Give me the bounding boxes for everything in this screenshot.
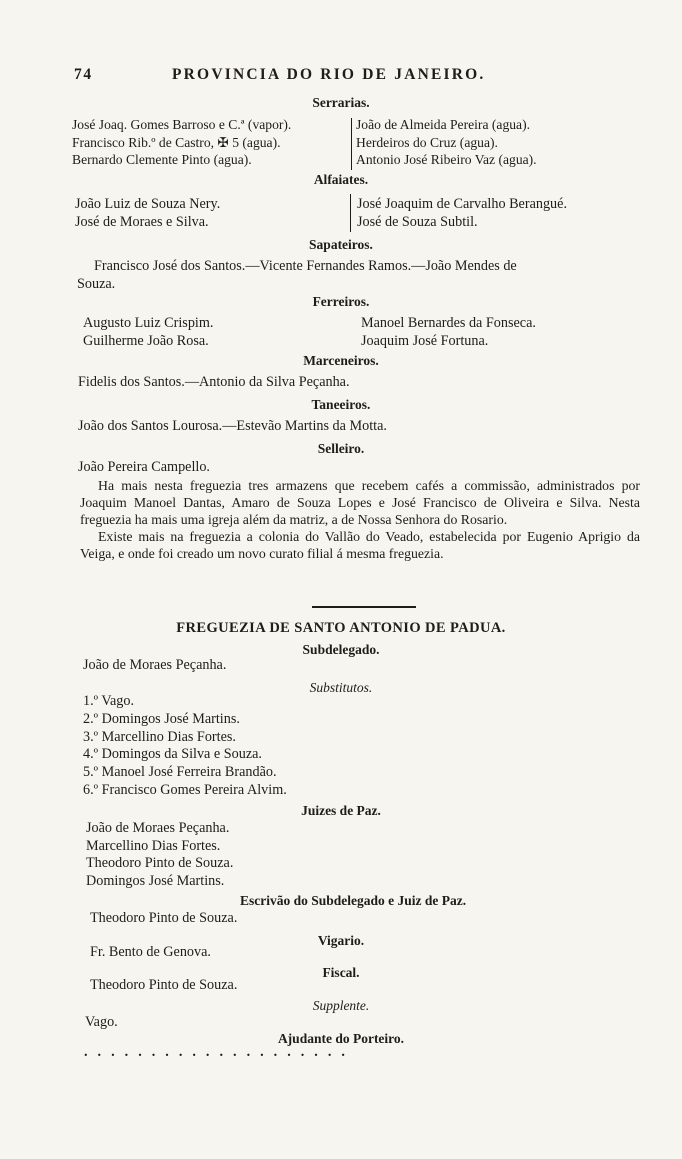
ferreiros-left-column	[83, 315, 213, 350]
juiz-item: Domingos José Martins.	[86, 872, 225, 889]
alfaiate-entry: José de Moraes e Silva.	[75, 213, 209, 230]
serrarias-right-column	[356, 116, 537, 169]
heading-substitutos: Substitutos.	[309, 680, 373, 695]
serraria-entry: Antonio José Ribeiro Vaz (agua).	[356, 152, 537, 167]
marceneiros-line: Fidelis dos Santos.—Antonio da Silva Peçanha.	[78, 374, 350, 390]
juiz-item: João de Moraes Peçanha.	[86, 820, 230, 836]
heading-ferreiros: Ferreiros.	[312, 294, 370, 309]
heading-serrarias: Serrarias.	[312, 95, 370, 110]
column-divider	[351, 118, 352, 170]
substitutos-list	[83, 693, 287, 800]
substituto-item: 2.º Domingos José Martins.	[83, 710, 240, 727]
supplente-name: Vago.	[85, 1014, 118, 1030]
juiz-item: Marcellino Dias Fortes.	[86, 837, 221, 854]
heading-marceneiros: Marceneiros.	[303, 353, 379, 368]
alfaiates-right-column	[357, 196, 567, 231]
substituto-item: 3.º Marcellino Dias Fortes.	[83, 728, 236, 745]
heading-taneeiros: Taneeiros.	[311, 397, 371, 412]
heading-vigario: Vigario.	[317, 933, 365, 948]
subdelegado-name: João de Moraes Peçanha.	[83, 657, 227, 673]
serraria-entry: José Joaq. Gomes Barroso e C.ª (vapor).	[72, 117, 292, 132]
serraria-entry: Herdeiros do Cruz (agua).	[356, 134, 498, 150]
heading-ajudante-do-porteiro: Ajudante do Porteiro.	[277, 1031, 405, 1046]
serraria-entry: Bernardo Clemente Pinto (agua).	[72, 152, 252, 167]
substituto-item: 6.º Francisco Gomes Pereira Alvim.	[83, 781, 287, 798]
ferreiro-entry: Manoel Bernardes da Fonseca.	[361, 315, 536, 331]
sapateiros-line: Francisco José dos Santos.—Vicente Fernandes Ramos.—João Mendes de	[94, 258, 517, 274]
serrarias-left-column	[72, 116, 291, 169]
vigario-name: Fr. Bento de Genova.	[90, 944, 211, 960]
serraria-entry: João de Almeida Pereira (agua).	[356, 117, 531, 132]
alfaiate-entry: José de Souza Subtil.	[357, 213, 478, 230]
ferreiro-entry: Augusto Luiz Crispim.	[83, 315, 214, 331]
heading-alfaiates: Alfaiates.	[313, 172, 369, 187]
sapateiros-line: Souza.	[77, 276, 116, 292]
heading-supplente: Supplente.	[312, 998, 370, 1013]
heading-subdelegado: Subdelegado.	[302, 642, 380, 657]
notes-block	[80, 477, 640, 562]
alfaiate-entry: José Joaquim de Carvalho Berangué.	[357, 196, 567, 212]
heading-fiscal: Fiscal.	[322, 965, 360, 980]
heading-juizes-de-paz: Juizes de Paz.	[301, 803, 381, 818]
ferreiro-entry: Joaquim José Fortuna.	[361, 332, 489, 349]
column-divider	[350, 194, 351, 232]
substituto-item: 1.º Vago.	[83, 693, 135, 709]
taneeiros-line: João dos Santos Lourosa.—Estevão Martins da Motta.	[78, 418, 387, 434]
section-rule	[312, 606, 416, 608]
juizes-list	[86, 820, 233, 890]
juiz-item: Theodoro Pinto de Souza.	[86, 855, 234, 871]
ferreiro-entry: Guilherme João Rosa.	[83, 332, 209, 349]
note-paragraph: Existe mais na freguezia a colonia do Vallão do Veado, estabelecida por Eugenio Aprigio da Veiga, e onde foi creado um novo curato filial á mesma freguezia.	[80, 529, 640, 561]
freguezia-title: FREGUEZIA DE SANTO ANTONIO DE PADUA.	[176, 620, 506, 636]
serraria-entry: Francisco Rib.º de Castro, ✠ 5 (agua).	[72, 134, 281, 150]
running-head: PROVINCIA DO RIO DE JANEIRO.	[172, 66, 486, 83]
page-number: 74	[74, 66, 93, 83]
note-paragraph: Ha mais nesta freguezia tres armazens que recebem cafés a commissão, administrados por Joaquim Manoel Dantas, Amaro de Souza Lopes e José Francisco de Oliveira e Silva. Nesta freguezia ha mais uma igreja além da matriz, a de Nossa Senhora do Rosario.	[80, 478, 640, 527]
leader-dots: ....................	[84, 1044, 355, 1060]
fiscal-name: Theodoro Pinto de Souza.	[90, 977, 238, 993]
alfaiate-entry: João Luiz de Souza Nery.	[75, 196, 221, 212]
substituto-item: 4.º Domingos da Silva e Souza.	[83, 746, 262, 763]
heading-escrivao: Escrivão do Subdelegado e Juiz de Paz.	[240, 893, 467, 908]
heading-sapateiros: Sapateiros.	[309, 237, 373, 252]
selleiro-line: João Pereira Campello.	[78, 459, 210, 475]
ferreiros-right-column	[361, 315, 536, 350]
alfaiates-left-column	[75, 196, 220, 231]
heading-selleiro: Selleiro.	[317, 441, 365, 456]
substituto-item: 5.º Manoel José Ferreira Brandão.	[83, 764, 277, 781]
escrivao-name: Theodoro Pinto de Souza.	[90, 910, 238, 926]
